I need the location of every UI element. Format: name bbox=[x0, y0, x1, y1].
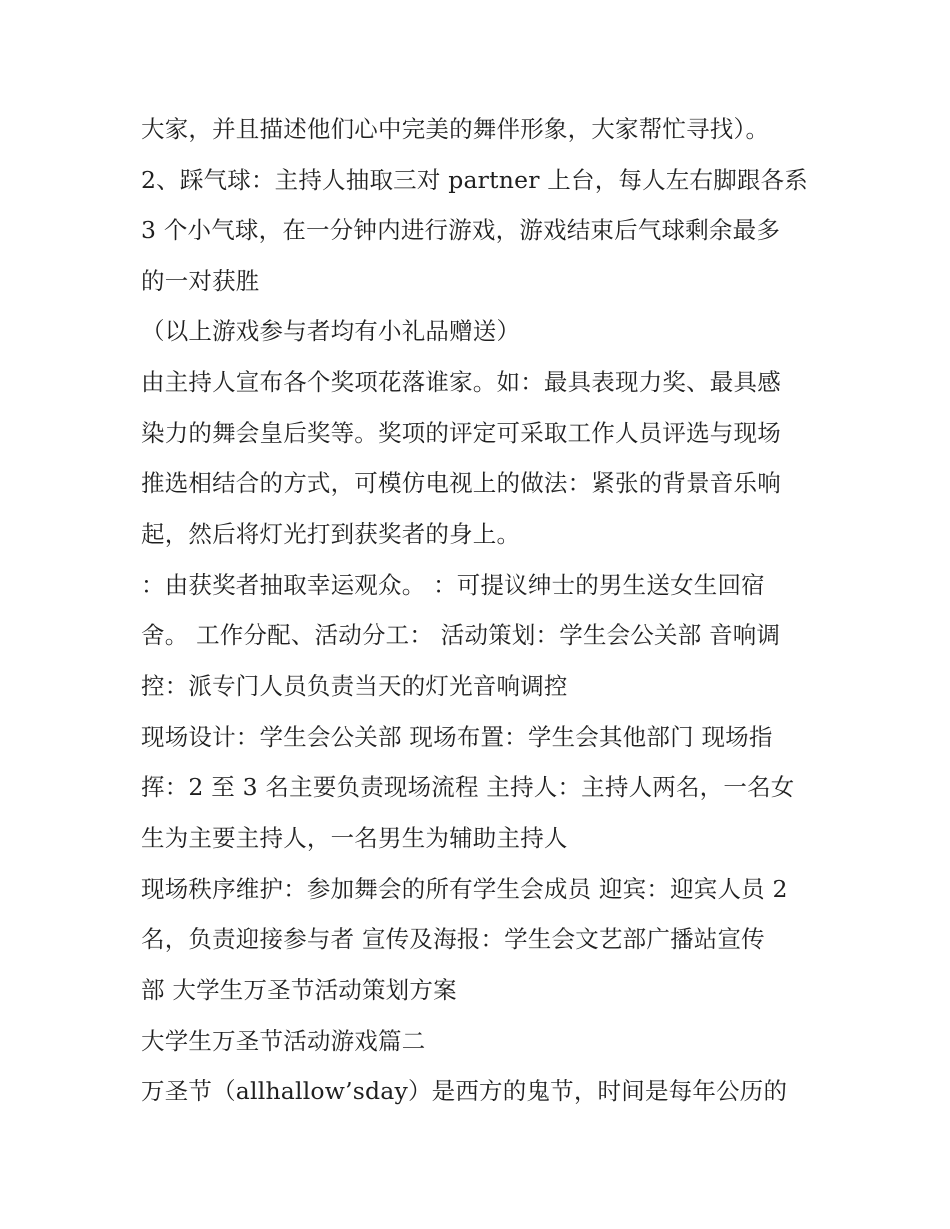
text-line: 由主持人宣布各个奖项花落谁家。如：最具表现力奖、最具感 bbox=[141, 368, 781, 396]
text-line: 起，然后将灯光打到获奖者的身上。 bbox=[141, 520, 521, 548]
text-line: 挥：2 至 3 名主要负责现场流程 主持人：主持人两名，一名女 bbox=[141, 773, 795, 801]
text-line: 生为主要主持人，一名男生为辅助主持人 bbox=[141, 824, 568, 852]
text-line: 现场设计：学生会公关部 现场布置：学生会其他部门 现场指 bbox=[141, 723, 773, 751]
text-line: 染力的舞会皇后奖等。奖项的评定可采取工作人员评选与现场 bbox=[141, 419, 781, 447]
text-line: 现场秩序维护：参加舞会的所有学生会成员 迎宾：迎宾人员 2 bbox=[141, 875, 788, 903]
section-heading: 大学生万圣节活动游戏篇二 bbox=[141, 1027, 426, 1055]
text-line: ：由获奖者抽取幸运观众。 ：可提议绅士的男生送女生回宿 bbox=[141, 571, 765, 599]
text-line: （以上游戏参与者均有小礼品赠送） bbox=[141, 317, 521, 345]
text-line: 名，负责迎接参与者 宣传及海报：学生会文艺部广播站宣传 bbox=[141, 925, 765, 953]
text-line: 大家，并且描述他们心中完美的舞伴形象，大家帮忙寻找）。 bbox=[141, 115, 770, 143]
text-line: 控：派专门人员负责当天的灯光音响调控 bbox=[141, 672, 568, 700]
text-line: 舍。 工作分配、活动分工： 活动策划：学生会公关部 音响调 bbox=[141, 621, 781, 649]
text-line: 的一对获胜 bbox=[141, 267, 260, 295]
text-line: 万圣节（allhallow’sday）是西方的鬼节，时间是每年公历的 bbox=[141, 1077, 788, 1105]
text-line: 推选相结合的方式，可模仿电视上的做法：紧张的背景音乐响 bbox=[141, 469, 781, 497]
text-line: 3 个小气球，在一分钟内进行游戏，游戏结束后气球剩余最多 bbox=[141, 216, 781, 244]
text-line: 2、踩气球：主持人抽取三对 partner 上台，每人左右脚跟各系 bbox=[141, 166, 808, 194]
text-line: 部 大学生万圣节活动策划方案 bbox=[141, 976, 457, 1004]
